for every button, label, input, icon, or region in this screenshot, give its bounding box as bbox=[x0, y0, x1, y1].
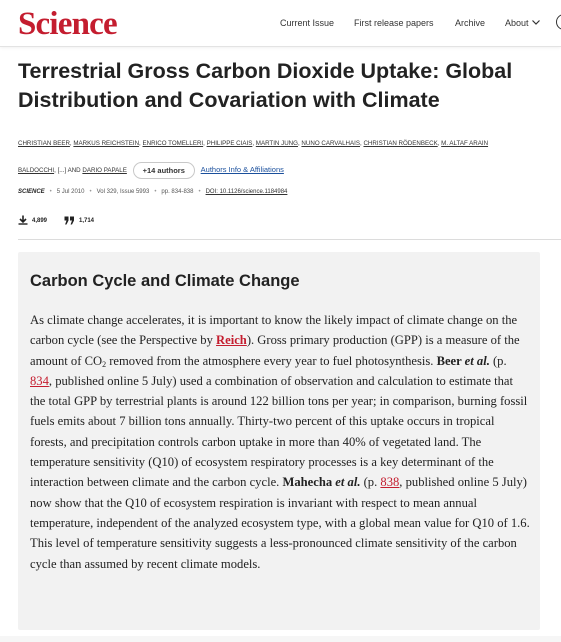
nav-about-label: About bbox=[505, 18, 529, 28]
page-range: pp. 834-838 bbox=[161, 189, 194, 195]
author-link[interactable]: ENRICO TOMELLERI bbox=[142, 140, 204, 147]
nav-archive[interactable]: Archive bbox=[455, 18, 486, 28]
author-link[interactable]: CHRISTIAN BEER bbox=[18, 140, 70, 147]
authors-affiliations-link[interactable]: Authors Info & Affiliations bbox=[200, 165, 284, 174]
page-834-link[interactable]: 834 bbox=[30, 373, 49, 388]
author-link[interactable]: BALDOCCHI bbox=[18, 167, 55, 174]
editors-summary bbox=[18, 252, 540, 630]
author-link[interactable]: MARTIN JUNG bbox=[255, 140, 298, 147]
author-link[interactable]: MARKUS REICHSTEIN bbox=[73, 140, 140, 147]
perspective-reich-link[interactable]: Reich bbox=[216, 333, 247, 348]
doi-link[interactable]: DOI: 10.1126/science.1184984 bbox=[205, 189, 288, 195]
summary-text: As climate change accelerates, it is important to know the likely impact of climate change on the carbon cycle (see the Perspective by Reich). Gross primary production (GPP) is a measure of the amount of $CO_2$ removed from the atmosphere every year to fuel photosynthesis. Beer et al. (p. 834, published online 5 July) used a combination of observation and calculation to estimate that the total GPP by terrestrial plants is around 122 billion tons per year; in comparison, burning fossil fuels emits about 7 billion tons annually. Thirty-two percent of this uptake occurs in tropical forests, and precipitation controls carbon uptake in more than 40% of vegetated land. The temperature sensitivity (Q10) of ecosystem respiratory processes is a key determinant of the interaction between climate and the carbon cycle. Mahecha et al. (p. 838, published online 5 July) now show that the Q10 of ecosystem respiration is invariant with respect to mean annual temperature, independent of the analyzed ecosystem type, with a global mean value for Q10 of 1.6. This level of temperature sensitivity suggests a less-pronounced climate sensitivity of the carbon cycle than assumed by recent climate models. bbox=[30, 313, 530, 571]
volume-issue[interactable]: Vol 329, Issue 5993 bbox=[96, 189, 150, 195]
science-logo[interactable]: Science bbox=[18, 6, 117, 42]
page-838-link[interactable]: 838 bbox=[380, 475, 400, 490]
downloads-count: 4,899 bbox=[32, 218, 48, 224]
nav-current-issue[interactable]: Current Issue bbox=[280, 18, 335, 28]
article-meta: SCIENCE • 5 Jul 2010 • Vol 329, Issue 5993 • pp. 834-838 • DOI: 10.1126/science.1184984 bbox=[18, 189, 288, 195]
citations-metric[interactable] bbox=[64, 214, 94, 228]
nav-first-release-papers[interactable]: First release papers bbox=[354, 18, 434, 28]
citations-count: 1,714 bbox=[79, 218, 95, 224]
author-link[interactable]: M. ALTAF ARAIN bbox=[441, 140, 489, 147]
authors-ellipsis[interactable]: [...] bbox=[57, 167, 67, 174]
download-icon bbox=[18, 215, 28, 225]
site-header bbox=[0, 0, 561, 47]
quote-icon bbox=[64, 216, 75, 225]
section-divider bbox=[18, 239, 561, 240]
authors-and: AND bbox=[67, 167, 81, 174]
author-link[interactable]: CHRISTIAN RÖDENBECK bbox=[363, 140, 438, 147]
author-link[interactable]: PHILIPPE CIAIS bbox=[206, 140, 253, 147]
publish-date: 5 Jul 2010 bbox=[56, 189, 85, 195]
main-nav bbox=[0, 17, 561, 31]
downloads-metric[interactable] bbox=[18, 214, 47, 228]
summary-title: Carbon Cycle and Climate Change bbox=[30, 272, 300, 290]
page-footer-strip bbox=[0, 636, 561, 642]
author-list: CHRISTIAN BEER, MARKUS REICHSTEIN, ENRICO TOMELLERI, PHILIPPE CIAIS, MARTIN JUNG, NUNO CARVALHAIS, CHRISTIAN RÖDENBECK, M. ALTAF ARAIN BALDOCCHI, [...] AND DARIO PAPALE +14 authors Authors Info & Affiliations bbox=[18, 131, 561, 184]
journal-name[interactable]: SCIENCE bbox=[18, 189, 45, 195]
author-link[interactable]: DARIO PAPALE bbox=[82, 167, 127, 174]
chevron-down-icon bbox=[532, 20, 540, 25]
more-authors-button[interactable]: +14 authors bbox=[133, 162, 195, 179]
author-link[interactable]: NUNO CARVALHAIS bbox=[301, 140, 360, 147]
article-title: Terrestrial Gross Carbon Dioxide Uptake: Global Distribution and Covariation with Climate bbox=[18, 59, 513, 112]
nav-about[interactable] bbox=[505, 17, 540, 29]
